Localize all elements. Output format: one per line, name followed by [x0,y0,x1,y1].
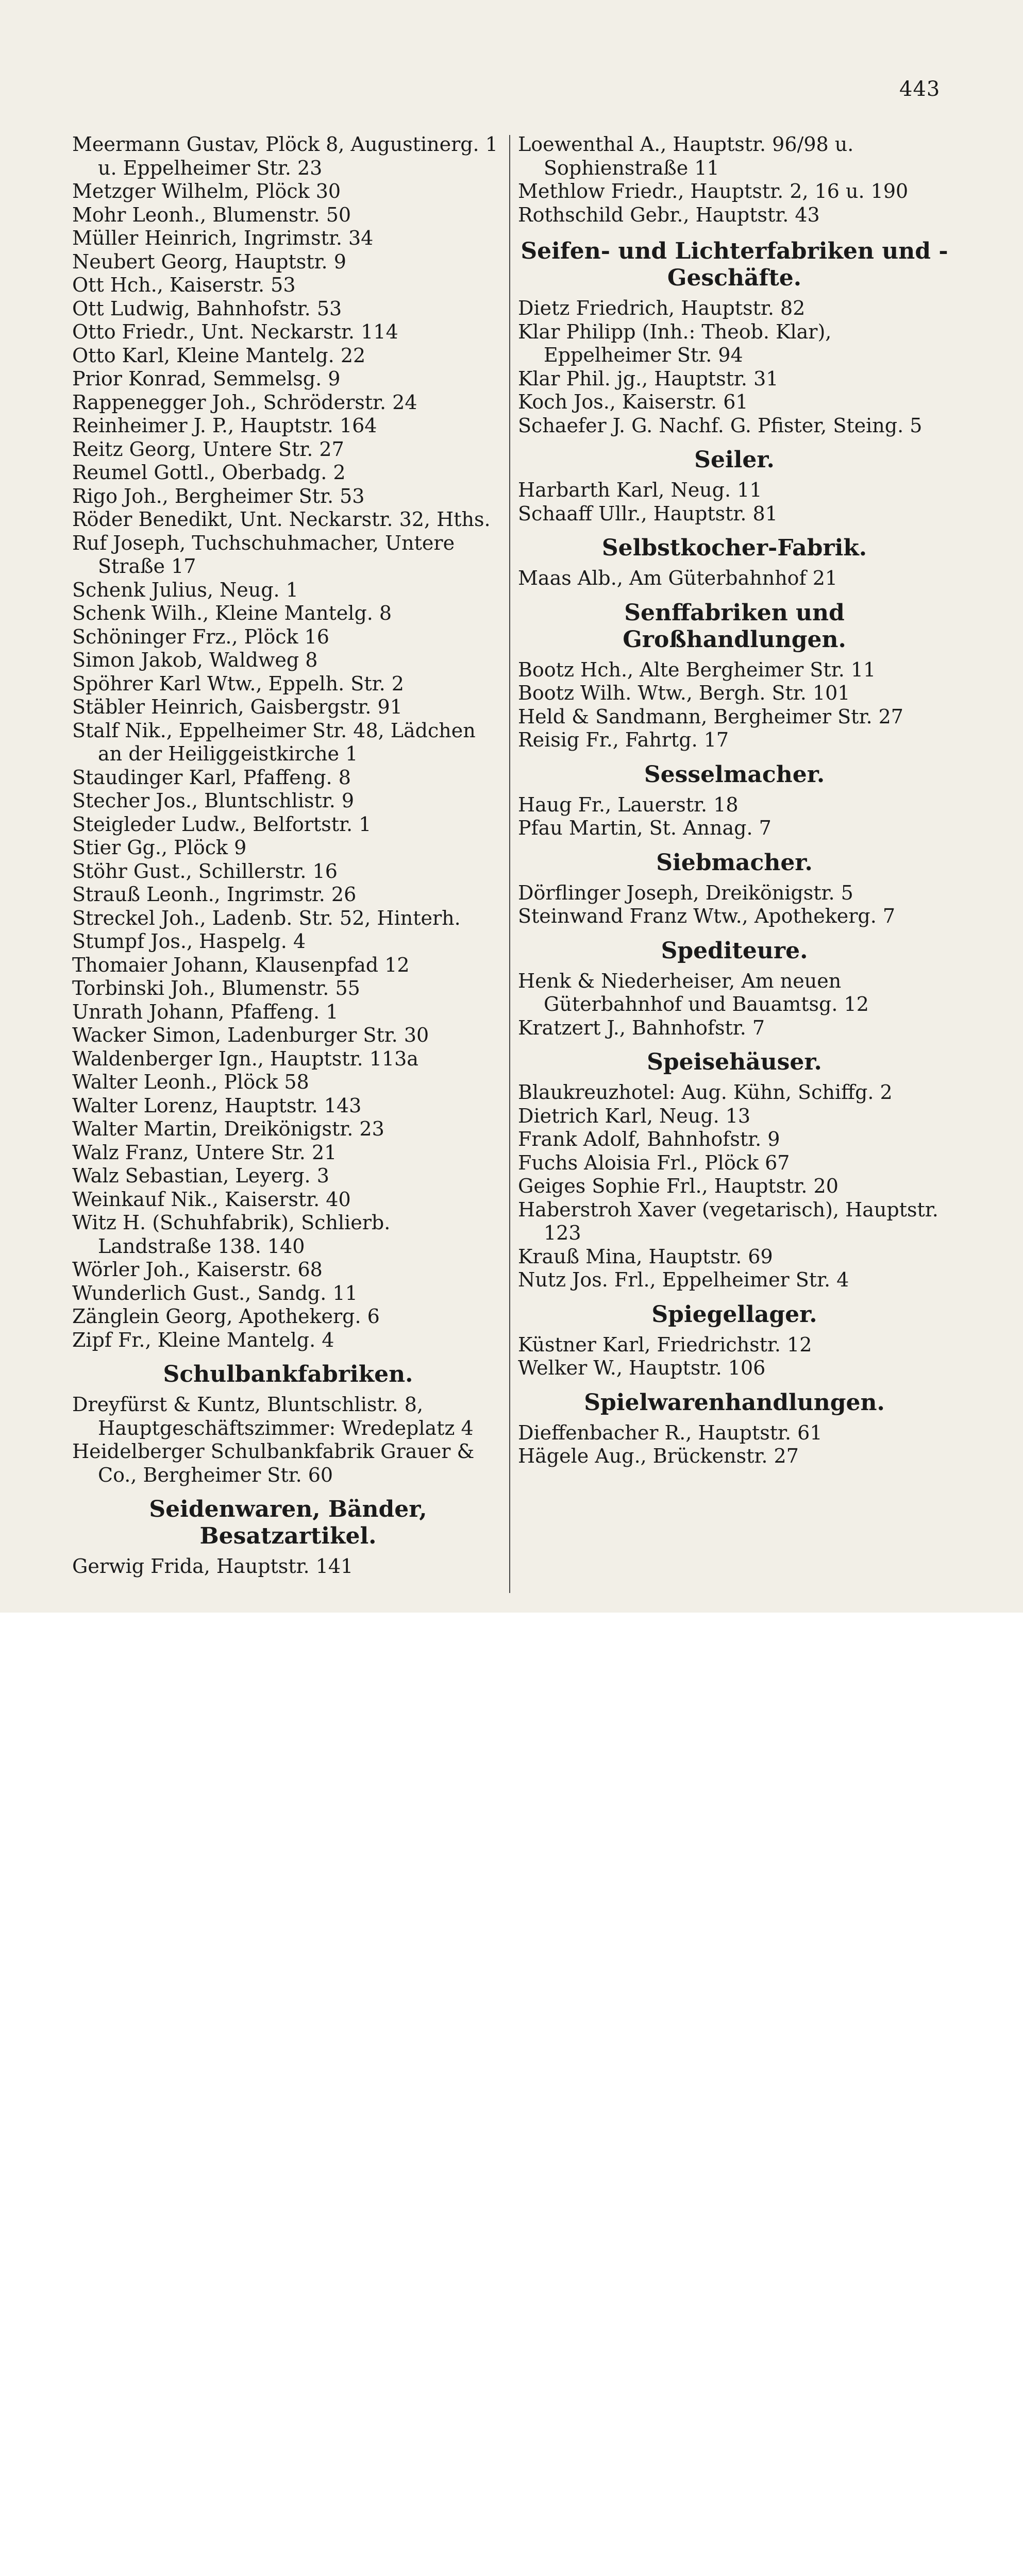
directory-entry: Metzger Wilhelm, Plöck 30 [72,180,341,202]
directory-entry: Koch Jos., Kaiserstr. 61 [518,391,748,413]
directory-entry: Rappenegger Joh., Schröderstr. 24 [72,391,417,414]
directory-entry: Streckel Joh., Ladenb. Str. 52, Hinterh. [72,906,461,929]
directory-entry: Bootz Wilh. Wtw., Bergh. Str. 101 [518,682,850,704]
section-heading: Spielwarenhandlungen. [584,1389,885,1416]
directory-entry: Torbinski Joh., Blumenstr. 55 [72,977,360,999]
directory-entry: Stalf Nik., Eppelheimer Str. 48, Lädchen an der Heiliggeistkirche 1 [72,719,476,765]
directory-entry: Ott Hch., Kaiserstr. 53 [72,274,296,296]
directory-entry: Reitz Georg, Untere Str. 27 [72,437,344,461]
directory-entry: Haug Fr., Lauerstr. 18 [518,793,739,816]
directory-entry: Reinheimer J. P., Hauptstr. 164 [72,414,377,437]
directory-entry: Reisig Fr., Fahrtg. 17 [518,728,729,751]
directory-entry: Gerwig Frida, Hauptstr. 141 [72,1555,354,1578]
directory-entry: Dietz Friedrich, Hauptstr. 82 [518,297,806,319]
directory-entry: Steigleder Ludw., Belfortstr. 1 [72,812,372,836]
directory-entry: Stäbler Heinrich, Gaisbergstr. 91 [72,696,403,718]
directory-entry: Wacker Simon, Ladenburger Str. 30 [72,1024,429,1046]
directory-entry: Krauß Mina, Hauptstr. 69 [518,1245,773,1268]
directory-entry: Simon Jakob, Waldweg 8 [72,649,318,671]
directory-entry: Welker W., Hauptstr. 106 [518,1357,766,1379]
directory-entry: Walz Franz, Untere Str. 21 [72,1141,337,1164]
directory-entry: Zänglein Georg, Apothekerg. 6 [72,1305,380,1328]
directory-entry: Meermann Gustav, Plöck 8, Augustinerg. 1 u. Eppelheimer Str. 23 [72,133,498,179]
directory-entry: Bootz Hch., Alte Bergheimer Str. 11 [518,658,876,681]
directory-entry: Stecher Jos., Bluntschlistr. 9 [72,789,355,812]
directory-entry: Fuchs Aloisia Frl., Plöck 67 [518,1151,790,1174]
directory-entry: Henk & Niederheiser, Am neuen Güterbahnhof und Bauamtsg. 12 [518,969,869,1015]
directory-entry: Schenk Julius, Neug. 1 [72,578,298,601]
section-heading: Schulbankfabriken. [163,1361,413,1387]
directory-entry: Klar Phil. jg., Hauptstr. 31 [518,367,779,390]
section-heading: Sesselmacher. [644,761,825,788]
directory-entry: Harbarth Karl, Neug. 11 [518,479,762,501]
directory-entry: Wunderlich Gust., Sandg. 11 [72,1281,358,1304]
section-heading: Seifen- und Lichterfabriken und -Geschäfte. [521,238,948,291]
directory-entry: Strauß Leonh., Ingrimstr. 26 [72,883,357,906]
directory-entry: Weinkauf Nik., Kaiserstr. 40 [72,1188,351,1211]
directory-entry: Walter Leonh., Plöck 58 [72,1071,309,1093]
directory-entry: Witz H. (Schuhfabrik), Schlierb. Landstraße 138. 140 [72,1211,391,1258]
section-heading: Selbstkocher-Fabrik. [601,535,867,561]
directory-entry: Waldenberger Ign., Hauptstr. 113a [72,1047,418,1070]
directory-entry: Methlow Friedr., Hauptstr. 2, 16 u. 190 [518,180,909,202]
directory-entry: Wörler Joh., Kaiserstr. 68 [72,1258,323,1281]
directory-entry: Unrath Johann, Pfaffeng. 1 [72,1000,339,1023]
directory-entry: Neubert Georg, Hauptstr. 9 [72,250,346,273]
directory-entry: Ruf Joseph, Tuchschuhmacher, Untere Straße 17 [72,531,455,578]
directory-entry: Stöhr Gust., Schillerstr. 16 [72,859,338,883]
directory-entry: Dörflinger Joseph, Dreikönigstr. 5 [518,881,853,904]
directory-entry: Schaefer J. G. Nachf. G. Pfister, Steing. 5 [518,414,923,437]
directory-entry: Prior Konrad, Semmelsg. 9 [72,367,341,390]
directory-entry: Röder Benedikt, Unt. Neckarstr. 32, Hths. [72,508,491,531]
directory-entry: Mohr Leonh., Blumenstr. 50 [72,203,351,226]
directory-entry: Ott Ludwig, Bahnhofstr. 53 [72,297,342,320]
directory-entry: Müller Heinrich, Ingrimstr. 34 [72,227,374,249]
directory-entry: Stumpf Jos., Haspelg. 4 [72,930,306,953]
section-heading: Seidenwaren, Bänder, Besatzartikel. [149,1496,427,1549]
directory-entry: Kratzert J., Bahnhofstr. 7 [518,1016,765,1039]
directory-entry: Pfau Martin, St. Annag. 7 [518,817,772,839]
section-heading: Seiler. [694,447,775,473]
directory-entry: Walz Sebastian, Leyerg. 3 [72,1164,329,1187]
directory-entry: Thomaier Johann, Klausenpfad 12 [72,953,410,976]
section-heading: Senffabriken und Großhandlungen. [623,599,846,653]
directory-entry: Frank Adolf, Bahnhofstr. 9 [518,1128,780,1150]
directory-entry: Maas Alb., Am Güterbahnhof 21 [518,567,838,589]
directory-entry: Spöhrer Karl Wtw., Eppelh. Str. 2 [72,672,404,695]
directory-entry: Walter Martin, Dreikönigstr. 23 [72,1117,384,1140]
directory-entry: Loewenthal A., Hauptstr. 96/98 u. Sophienstraße 11 [518,133,854,179]
directory-entry: Geiges Sophie Frl., Hauptstr. 20 [518,1175,838,1197]
directory-entry: Hägele Aug., Brückenstr. 27 [518,1445,799,1467]
directory-entry: Zipf Fr., Kleine Mantelg. 4 [72,1328,334,1351]
directory-entry: Schöninger Frz., Plöck 16 [72,625,329,648]
directory-entry: Stier Gg., Plöck 9 [72,836,247,859]
directory-entry: Nutz Jos. Frl., Eppelheimer Str. 4 [518,1268,849,1291]
directory-entry: Reumel Gottl., Oberbadg. 2 [72,461,346,484]
directory-entry: Rothschild Gebr., Hauptstr. 43 [518,203,820,226]
directory-entry: Walter Lorenz, Hauptstr. 143 [72,1094,362,1117]
footer [0,1613,1023,1713]
directory-entry: Otto Karl, Kleine Mantelg. 22 [72,344,366,367]
directory-entry: Schaaff Ullr., Hauptstr. 81 [518,502,778,525]
section-heading: Siebmacher. [656,849,813,876]
left-column [72,133,504,1579]
directory-entry: Staudinger Karl, Pfaffeng. 8 [72,766,351,789]
directory-entry: Steinwand Franz Wtw., Apothekerg. 7 [518,905,896,927]
directory-entry: Schenk Wilh., Kleine Mantelg. 8 [72,602,392,624]
directory-entry: Otto Friedr., Unt. Neckarstr. 114 [72,320,398,343]
section-heading: Speisehäuser. [647,1049,822,1075]
right-column [518,133,951,1468]
directory-entry: Held & Sandmann, Bergheimer Str. 27 [518,705,903,728]
column-divider [509,135,510,1593]
directory-entry: Dreyfürst & Kuntz, Bluntschlistr. 8, Hauptgeschäftszimmer: Wredeplatz 4 [72,1393,474,1439]
directory-entry: Heidelberger Schulbankfabrik Grauer & Co., Bergheimer Str. 60 [72,1440,475,1486]
directory-entry: Blaukreuzhotel: Aug. Kühn, Schiffg. 2 [518,1081,893,1104]
directory-entry: Dietrich Karl, Neug. 13 [518,1104,751,1127]
section-heading: Spediteure. [661,937,808,964]
directory-entry: Küstner Karl, Friedrichstr. 12 [518,1333,812,1356]
section-heading: Spiegellager. [651,1301,817,1328]
directory-entry: Dieffenbacher R., Hauptstr. 61 [518,1421,823,1444]
directory-entry: Klar Philipp (Inh.: Theob. Klar), Eppelheimer Str. 94 [518,320,832,366]
directory-entry: Haberstroh Xaver (vegetarisch), Hauptstr. 123 [518,1198,938,1244]
page-number: 443 [899,77,941,101]
directory-entry: Rigo Joh., Bergheimer Str. 53 [72,484,365,507]
